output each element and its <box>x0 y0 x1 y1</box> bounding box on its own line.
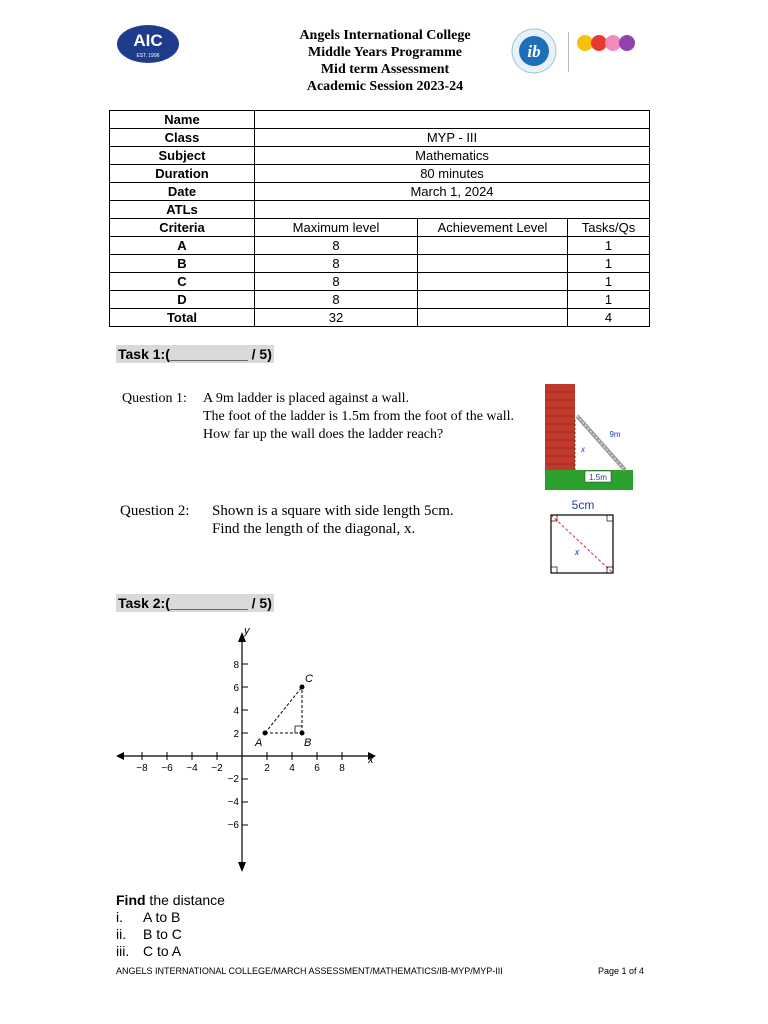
max-level-cell: 8 <box>255 291 418 309</box>
max-level-cell: 32 <box>255 309 418 327</box>
achievement-cell <box>418 255 568 273</box>
criteria-header: Criteria <box>110 219 255 237</box>
achievement-cell <box>418 273 568 291</box>
x-tick-label: 2 <box>264 763 270 774</box>
tasks-cell: 1 <box>568 255 650 273</box>
list-item-text: A to B <box>143 909 181 925</box>
duration-label: Duration <box>110 165 255 183</box>
ladder-height-label: x <box>581 445 585 454</box>
assessment-info-table <box>109 110 650 327</box>
question1-label: Question 1: <box>122 391 187 406</box>
x-tick-label: −6 <box>161 763 173 774</box>
tasks-cell: 1 <box>568 237 650 255</box>
achievement-level-header: Achievement Level <box>418 219 568 237</box>
x-axis-label: x <box>368 754 374 766</box>
point-a-label: A <box>255 737 263 749</box>
max-level-cell: 8 <box>255 237 418 255</box>
table-row <box>110 147 650 165</box>
subject-value: Mathematics <box>255 147 650 165</box>
find-rest: the distance <box>145 892 225 908</box>
table-row <box>110 165 650 183</box>
date-value: March 1, 2024 <box>255 183 650 201</box>
y-tick-label: 4 <box>233 706 239 717</box>
y-tick-label: 2 <box>233 729 239 740</box>
name-label: Name <box>110 111 255 129</box>
task1-heading: Task 1:(__________ / 5) <box>118 346 272 362</box>
question1-line: How far up the wall does the ladder reach? <box>203 427 444 442</box>
criterion-cell: C <box>110 273 255 291</box>
list-item <box>116 926 182 943</box>
school-name: Angels International College <box>299 28 471 43</box>
list-item <box>116 909 180 926</box>
table-row <box>110 201 650 219</box>
academic-session: Academic Session 2023-24 <box>306 79 464 94</box>
name-value <box>255 111 650 129</box>
table-row <box>110 237 650 255</box>
class-value: MYP - III <box>255 129 650 147</box>
aic-logo-subtext: EST. 1996 <box>136 53 160 59</box>
list-item-number: i. <box>116 909 123 925</box>
list-item-number: iii. <box>116 943 130 959</box>
ladder-base-label: 1.5m <box>589 473 607 482</box>
programme-name: Middle Years Programme <box>308 45 462 60</box>
criteria-header-row <box>110 219 650 237</box>
ladder-length-label: 9m <box>609 430 621 439</box>
class-label: Class <box>110 129 255 147</box>
achievement-cell <box>418 237 568 255</box>
table-row <box>110 255 650 273</box>
x-tick-label: 6 <box>314 763 320 774</box>
logo-divider <box>568 32 569 72</box>
y-tick-label: −6 <box>227 820 239 831</box>
ib-logo-text: ib <box>527 42 541 61</box>
criterion-cell: Total <box>110 309 255 327</box>
aic-logo-text: AIC <box>133 31 163 50</box>
duration-value: 80 minutes <box>255 165 650 183</box>
question1-line: The foot of the ladder is 1.5m from the foot of the wall. <box>203 409 515 424</box>
tasks-cell: 1 <box>568 273 650 291</box>
square-side-label: 5cm <box>571 498 595 512</box>
ladder-figure <box>543 382 635 492</box>
criterion-cell: A <box>110 237 255 255</box>
page-footer: ANGELS INTERNATIONAL COLLEGE/MARCH ASSESSMENT/MATHEMATICS/IB-MYP/MYP-III <box>116 966 503 976</box>
table-row <box>110 273 650 291</box>
x-tick-label: 4 <box>289 763 295 774</box>
date-label: Date <box>110 183 255 201</box>
x-tick-label: −8 <box>136 763 148 774</box>
table-row <box>110 129 650 147</box>
tasks-header: Tasks/Qs <box>568 219 650 237</box>
table-row <box>110 183 650 201</box>
list-item-text: B to C <box>143 926 182 942</box>
achievement-cell <box>418 309 568 327</box>
criterion-cell: B <box>110 255 255 273</box>
criterion-cell: D <box>110 291 255 309</box>
max-level-cell: 8 <box>255 255 418 273</box>
x-tick-label: −2 <box>211 763 223 774</box>
y-tick-label: 6 <box>233 683 239 694</box>
x-tick-label: 8 <box>339 763 345 774</box>
find-bold: Find <box>116 892 146 908</box>
assessment-name: Mid term Assessment <box>320 62 450 77</box>
question2-label: Question 2: <box>120 503 190 519</box>
square-figure <box>545 497 620 577</box>
question1-text <box>203 390 533 444</box>
find-instruction <box>116 892 225 909</box>
max-level-header: Maximum level <box>255 219 418 237</box>
atls-value <box>255 201 650 219</box>
achievement-cell <box>418 291 568 309</box>
y-tick-label: −2 <box>227 774 239 785</box>
table-row <box>110 291 650 309</box>
tasks-cell: 1 <box>568 291 650 309</box>
question1-line: A 9m ladder is placed against a wall. <box>203 391 410 406</box>
question2-text <box>212 502 512 538</box>
ib-logo <box>510 28 558 74</box>
tasks-cell: 4 <box>568 309 650 327</box>
y-tick-label: 8 <box>233 660 239 671</box>
list-item <box>116 943 181 960</box>
aic-logo <box>116 24 180 64</box>
ib-continuum-logo <box>575 33 641 53</box>
question2-line: Find the length of the diagonal, x. <box>212 521 416 537</box>
point-c-label: C <box>305 673 313 685</box>
atls-label: ATLs <box>110 201 255 219</box>
point-b-label: B <box>304 737 312 749</box>
list-item-text: C to A <box>143 943 182 959</box>
subject-label: Subject <box>110 147 255 165</box>
question2-line: Shown is a square with side length 5cm. <box>212 503 454 519</box>
task2-heading: Task 2:(__________ / 5) <box>118 595 272 611</box>
document-header <box>230 27 540 95</box>
table-row <box>110 309 650 327</box>
square-diagonal-label: x <box>574 547 580 557</box>
list-item-number: ii. <box>116 926 127 942</box>
y-axis-label: y <box>244 625 250 637</box>
x-tick-label: −4 <box>186 763 198 774</box>
table-row <box>110 111 650 129</box>
max-level-cell: 8 <box>255 273 418 291</box>
coordinate-graph <box>110 622 380 877</box>
y-tick-label: −4 <box>227 797 239 808</box>
page-number: Page 1 of 4 <box>598 966 645 976</box>
